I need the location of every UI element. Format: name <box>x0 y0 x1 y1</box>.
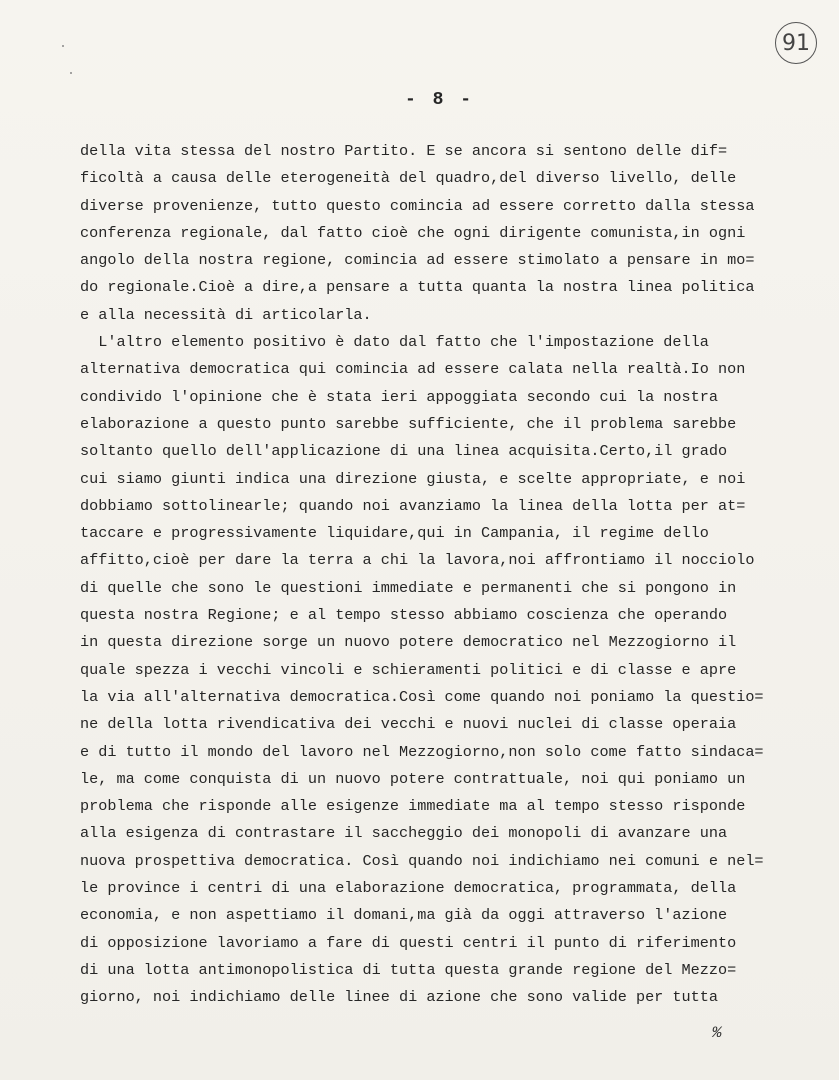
text-line: elaborazione a questo punto sarebbe sufficiente, che il problema sarebbe <box>80 414 737 433</box>
text-line: e di tutto il mondo del lavoro nel Mezzogiorno,non solo come fatto sindaca= <box>80 742 764 761</box>
text-line: di quelle che sono le questioni immediate e permanenti che si pongono in <box>80 578 737 597</box>
text-line: affitto,cioè per dare la terra a chi la lavora,noi affrontiamo il nocciolo <box>80 551 755 570</box>
text-line: do regionale.Cioè a dire,a pensare a tutta quanta la nostra linea politica <box>80 278 755 297</box>
body-text <box>80 138 810 1012</box>
text-line: L'altro elemento positivo è dato dal fatto che l'impostazione della <box>80 333 709 352</box>
text-line: economia, e non aspettiamo il domani,ma già da oggi attraverso l'azione <box>80 906 728 925</box>
text-line: ne della lotta rivendicativa dei vecchi e nuovi nuclei di classe operaia <box>80 715 737 734</box>
text-line: angolo della nostra regione, comincia ad essere stimolato a pensare in mo= <box>80 251 755 270</box>
paper-speck <box>62 45 64 47</box>
page-stamp <box>775 22 817 64</box>
text-line: giorno, noi indichiamo delle linee di azione che sono valide per tutta <box>80 988 718 1007</box>
text-line: soltanto quello dell'applicazione di una linea acquisita.Certo,il grado <box>80 442 728 461</box>
text-line: le province i centri di una elaborazione democratica, programmata, della <box>80 879 737 898</box>
text-line: alternativa democratica qui comincia ad essere calata nella realtà.Io non <box>80 360 746 379</box>
text-line: problema che risponde alle esigenze immediate ma al tempo stesso risponde <box>80 797 746 816</box>
text-line: dobbiamo sottolinearle; quando noi avanziamo la linea della lotta per at= <box>80 496 746 515</box>
text-line: ficoltà a causa delle eterogeneità del quadro,del diverso livello, delle <box>80 169 737 188</box>
text-line: della vita stessa del nostro Partito. E se ancora si sentono delle dif= <box>80 142 728 160</box>
text-line: di opposizione lavoriamo a fare di questi centri il punto di riferimento <box>80 933 737 952</box>
text-line: cui siamo giunti indica una direzione giusta, e scelte appropriate, e noi <box>80 469 746 488</box>
text-line: diverse provenienze, tutto questo comincia ad essere corretto dalla stessa <box>80 196 755 215</box>
continuation-mark: % <box>712 1024 722 1042</box>
paper-speck <box>70 72 72 74</box>
text-line: alla esigenza di contrastare il saccheggio dei monopoli di avanzare una <box>80 824 728 843</box>
text-line: e alla necessità di articolarla. <box>80 305 372 324</box>
text-line: condivido l'opinione che è stata ieri appoggiata secondo cui la nostra <box>80 387 718 406</box>
text-line: questa nostra Regione; e al tempo stesso abbiamo coscienza che operando <box>80 606 728 625</box>
text-line: taccare e progressivamente liquidare,qui in Campania, il regime dello <box>80 524 709 543</box>
stamp-number: 91 <box>782 30 810 56</box>
text-line: le, ma come conquista di un nuovo potere contrattuale, noi qui poniamo un <box>80 769 746 788</box>
text-line: in questa direzione sorge un nuovo potere democratico nel Mezzogiorno il <box>80 633 737 652</box>
text-line: la via all'alternativa democratica.Così come quando noi poniamo la questio= <box>80 687 764 706</box>
page-number: - 8 - <box>404 90 474 110</box>
text-line: conferenza regionale, dal fatto cioè che ogni dirigente comunista,in ogni <box>80 223 746 242</box>
text-line: di una lotta antimonopolistica di tutta questa grande regione del Mezzo= <box>80 960 737 979</box>
text-line: quale spezza i vecchi vincoli e schieramenti politici e di classe e apre <box>80 660 737 679</box>
text-line: nuova prospettiva democratica. Così quando noi indichiamo nei comuni e nel= <box>80 851 764 870</box>
